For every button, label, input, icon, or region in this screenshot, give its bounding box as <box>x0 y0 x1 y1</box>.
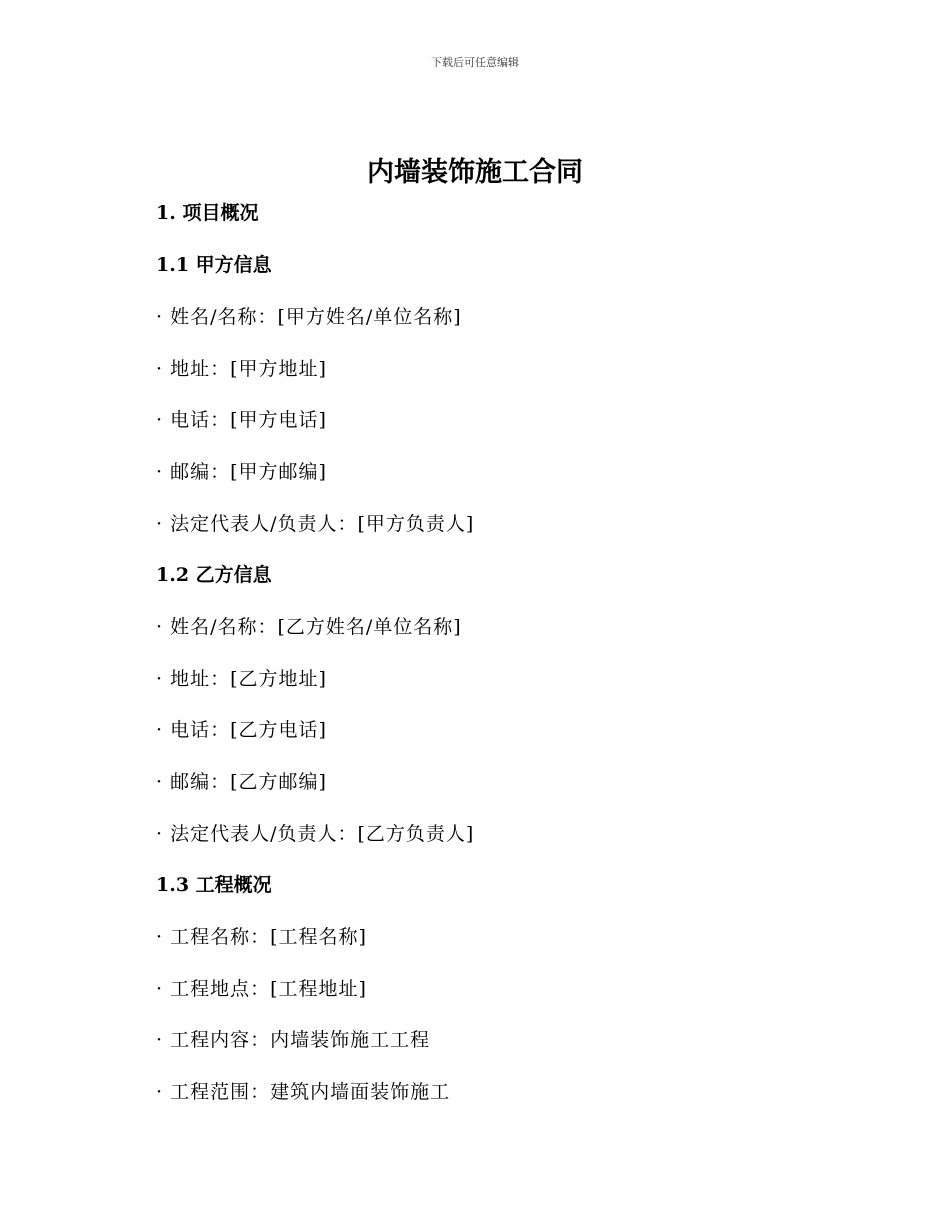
section-heading-project-details: 1.3 工程概况 <box>156 874 272 896</box>
party-b-postcode-line: · 邮编：[乙方邮编] <box>156 771 327 793</box>
section-heading-party-a: 1.1 甲方信息 <box>156 254 272 276</box>
party-b-phone-line: · 电话：[乙方电话] <box>156 719 327 741</box>
party-a-representative-line: · 法定代表人/负责人：[甲方负责人] <box>156 513 475 535</box>
party-b-representative-line: · 法定代表人/负责人：[乙方负责人] <box>156 823 475 845</box>
party-b-name-line: · 姓名/名称：[乙方姓名/单位名称] <box>156 616 462 638</box>
project-scope-line: · 工程范围：建筑内墙面装饰施工 <box>156 1081 451 1103</box>
party-a-address-line: · 地址：[甲方地址] <box>156 358 327 380</box>
party-a-postcode-line: · 邮编：[甲方邮编] <box>156 461 327 483</box>
party-b-address-line: · 地址：[乙方地址] <box>156 668 327 690</box>
project-location-line: · 工程地点：[工程地址] <box>156 978 367 1000</box>
header-note: 下载后可任意编辑 <box>431 56 519 69</box>
party-a-name-line: · 姓名/名称：[甲方姓名/单位名称] <box>156 306 462 328</box>
document-title: 内墙装饰施工合同 <box>367 157 583 188</box>
section-heading-party-b: 1.2 乙方信息 <box>156 564 272 586</box>
party-a-phone-line: · 电话：[甲方电话] <box>156 409 327 431</box>
section-heading-project-overview: 1. 项目概况 <box>156 202 259 224</box>
project-content-line: · 工程内容：内墙装饰施工工程 <box>156 1029 431 1051</box>
project-name-line: · 工程名称：[工程名称] <box>156 926 367 948</box>
